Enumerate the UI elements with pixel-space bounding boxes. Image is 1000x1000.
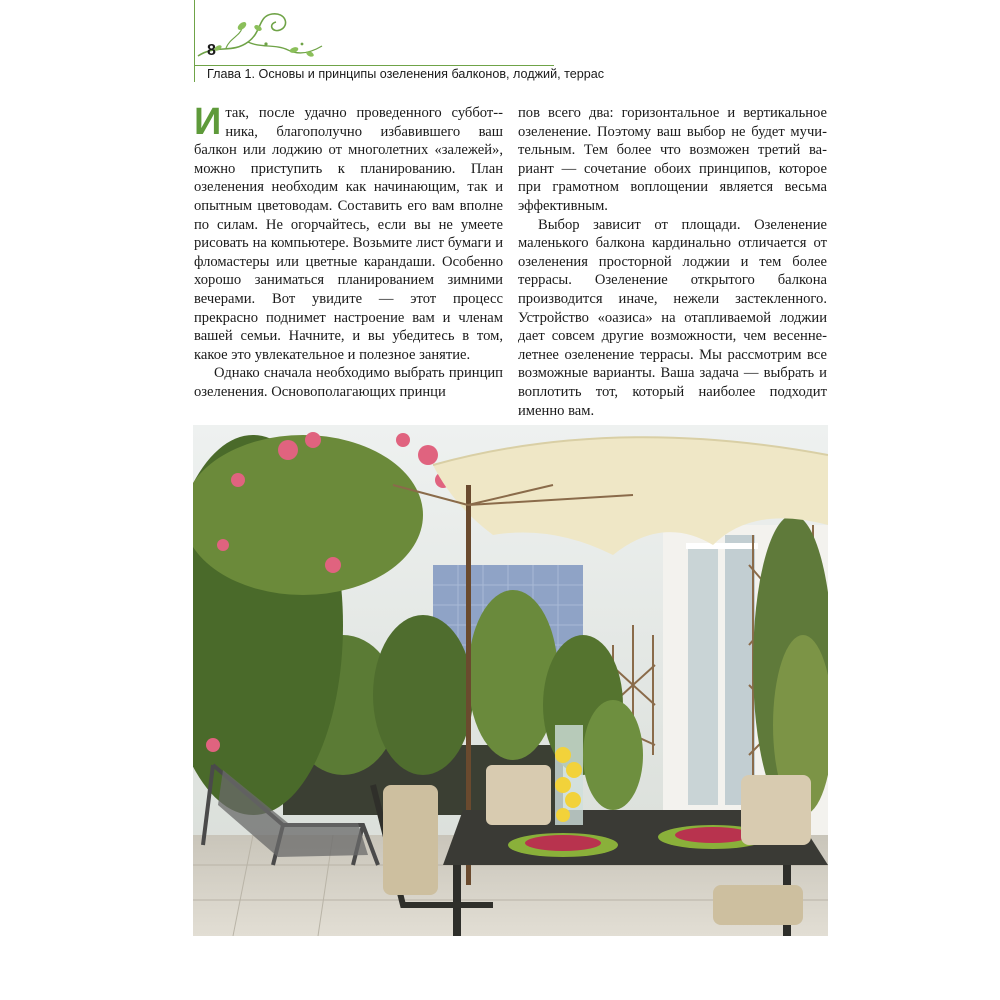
drop-cap: И xyxy=(194,101,222,143)
terrace-photo xyxy=(193,425,828,936)
chapter-title: Глава 1. Основы и принципы озеленения балконов, лоджий, террас xyxy=(207,67,605,81)
header-vertical-rule xyxy=(194,0,195,82)
paragraph: Выбор зависит от площади. Озеленение маленького балкона кардинально отличается от озеленения просторной лоджии и тем более террасы. Озеленение открытого балкона производится иначе, нежели застекленного. Устройство «оазиса» на отапливаемой лоджии дает совсем другие возможности, чем весеннелетнее озеленение террасы. Мы рассмотрим все возможные варианты. Ваша задача — выбрать и воплотить тот, который наиболее подходит именно вам. xyxy=(518,216,827,419)
paragraph: Однако сначала необходимо выбрать принцип озеленения. Основополагающих принци xyxy=(194,365,503,400)
page-number: 8 xyxy=(207,42,216,59)
paragraph-text: так, после удачно проведенного суббот-ника, благополучно избавившего ваш балкон или лоджию от многолетних «залежей», можно приступить к планированию. План озеленения необходим как начинающим, так и опытным цветоводам. Составить его вам вполне по силам. Не огорчайтесь, если вы не умеете рисовать на компьютере. Возьмите лист бумаги и фломастеры или цветные карандаши. Особенно хорошо заниматься планированием зимними вечерами. Вот увидите — этот процесс прекрасно поднимет настроение вам и членам вашей семьи. Начните, и вы убедитесь в том, какое это увлекательное и полезное занятие. xyxy=(194,105,503,363)
text-column-right xyxy=(518,104,827,420)
text-column-left xyxy=(194,101,503,402)
paragraph xyxy=(194,101,503,364)
paragraph: пов всего два: горизонтальное и вертикальное озеленение. Поэтому ваш выбор не будет мучительным. Тем более что возможен третий вариант — сочетание обоих принципов, которое при грамотном воплощении является весьма эффективным. xyxy=(518,105,827,214)
